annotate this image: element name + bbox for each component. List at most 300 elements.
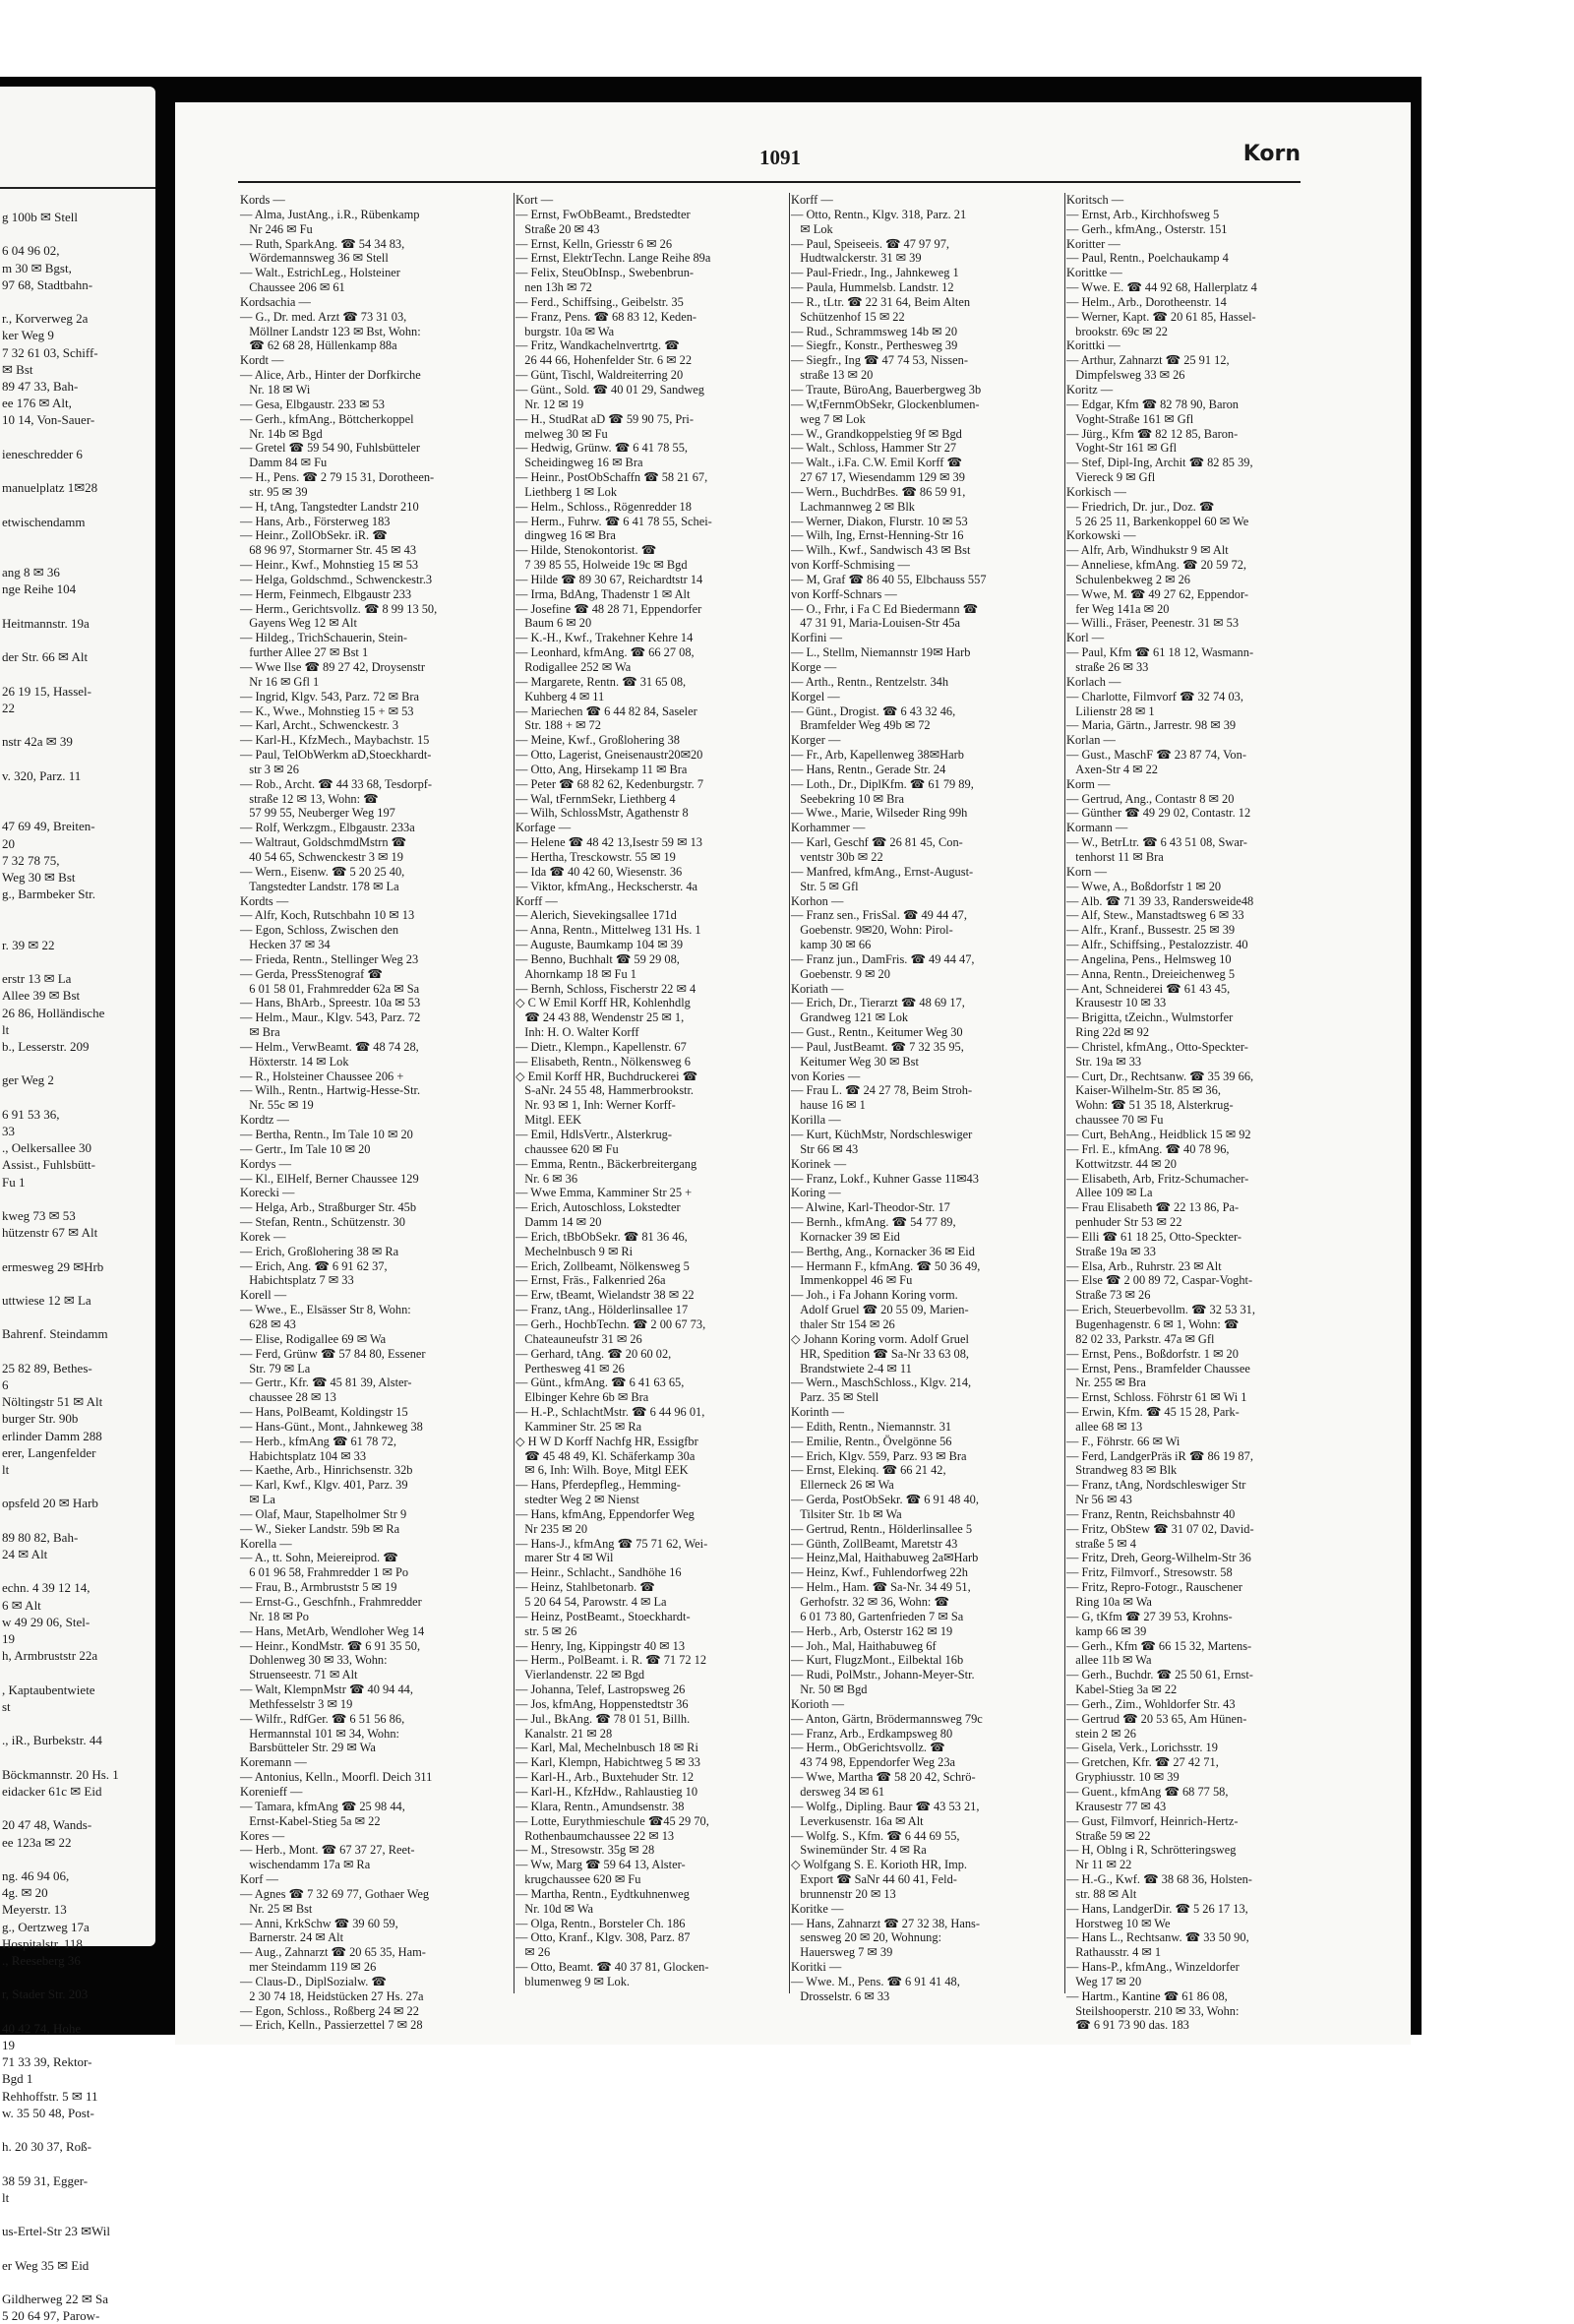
left-page-line: b., Lesserstr. 209 <box>2 1038 90 1054</box>
directory-line: — Wern., Eisenw. ☎ 5 20 25 40, <box>240 864 405 879</box>
directory-line: — Gerh., kfmAng., Böttcherkoppel <box>240 411 414 426</box>
directory-line: — Alfr, Arb, Windhukstr 9 ✉ Alt <box>1066 543 1229 558</box>
left-page-line: ieneschredder 6 <box>2 446 83 461</box>
directory-line: Chaussee 206 ✉ 61 <box>240 280 345 295</box>
directory-line: ◇ Johann Koring vorm. Adolf Gruel <box>791 1331 969 1346</box>
directory-line: — Hans, MetArb, Wendloher Weg 14 <box>240 1623 425 1638</box>
directory-line: — Paul-Friedr., Ing., Jahnkeweg 1 <box>791 266 959 280</box>
directory-line: — Hermann F., kfmAng. ☎ 50 36 49, <box>791 1258 981 1273</box>
directory-line: — M., Stresowstr. 35g ✉ 28 <box>515 1843 655 1858</box>
directory-line: str. 5 ✉ 26 <box>515 1623 577 1638</box>
directory-line: 40 54 65, Schwenckestr 3 ✉ 19 <box>240 849 403 864</box>
directory-line: Korecki — <box>240 1186 295 1200</box>
directory-line: — Herb., kfmAng ☎ 61 78 72, <box>240 1434 396 1448</box>
directory-line: Korenieff — <box>240 1784 303 1799</box>
left-page-line: 5 20 64 97, Parow- <box>2 2308 100 2324</box>
directory-line: — H, tAng, Tangstedter Landstr 210 <box>240 499 419 514</box>
directory-line: Straße 59 ✉ 22 <box>1066 1828 1151 1843</box>
directory-line: — Alfr, Koch, Rutschbahn 10 ✉ 13 <box>240 908 415 923</box>
directory-line: Korff — <box>791 193 833 207</box>
left-page-line: 38 59 31, Egger- <box>2 2172 89 2188</box>
directory-line: Koring — <box>791 1186 841 1200</box>
directory-line: Korge — <box>791 660 837 674</box>
directory-line: hause 16 ✉ 1 <box>791 1098 866 1113</box>
left-page-line <box>0 1191 119 1207</box>
directory-line: — Alf, Stew., Manstadtsweg 6 ✉ 33 <box>1066 908 1244 923</box>
directory-line: 68 96 97, Stormarner Str. 45 ✉ 43 <box>240 543 417 558</box>
directory-line: — Jos, kfmAng, Hoppenstedtstr 36 <box>515 1696 689 1711</box>
directory-line: — Alice, Arb., Hinter der Dorfkirche <box>240 368 421 383</box>
directory-line: Strandweg 83 ✉ Blk <box>1066 1463 1178 1478</box>
directory-line: — Günt., Drogist. ☎ 6 43 32 46, <box>791 703 956 718</box>
directory-line: — Rob., Archt. ☎ 44 33 68, Tesdorpf- <box>240 776 433 791</box>
directory-line: — Lotte, Eurythmieschule ☎45 29 70, <box>515 1813 709 1828</box>
directory-line: — Alerich, Sievekingsallee 171d <box>515 908 677 923</box>
directory-line: Nr. 10d ✉ Wa <box>515 1901 594 1916</box>
directory-line: — Gerhard, tAng. ☎ 20 60 02, <box>515 1346 672 1361</box>
directory-line: — Ww, Marg ☎ 59 64 13, Alster- <box>515 1858 686 1872</box>
directory-line: — L., Stellm, Niemannstr 19✉ Harb <box>791 645 971 660</box>
directory-line: — Karl, Archt., Schwenckestr. 3 <box>240 718 399 733</box>
left-page-line: 25 82 89, Bethes- <box>2 1360 92 1376</box>
directory-line: — Dietr., Klempn., Kapellenstr. 67 <box>515 1039 687 1054</box>
directory-line: — Karl, Mal, Mechelnbusch 18 ✉ Ri <box>515 1741 698 1755</box>
directory-line: Korfini — <box>791 631 842 645</box>
left-page-line <box>0 665 119 682</box>
directory-page <box>175 102 1411 2045</box>
left-page-line: kweg 73 ✉ 53 <box>2 1207 76 1223</box>
directory-line: Nr. 18 ✉ Wi <box>240 382 311 397</box>
directory-line: dingweg 16 ✉ Bra <box>515 528 616 543</box>
directory-line: — Ernst-G., Geschfnh., Frahmredder <box>240 1595 422 1609</box>
left-page-line: erer, Langenfelder <box>2 1444 96 1460</box>
directory-line: Kores — <box>240 1828 285 1843</box>
directory-line: — Siegfr., Ing ☎ 47 74 53, Nissen- <box>791 353 968 368</box>
left-page-line: eidacker 61c ✉ Eid <box>2 1783 102 1799</box>
directory-line: — Ferd, Grünw ☎ 57 84 80, Essener <box>240 1346 426 1361</box>
directory-line: Korger — <box>791 733 841 748</box>
left-page-line: st <box>2 1698 11 1714</box>
directory-line: — Helm., Ham. ☎ Sa-Nr. 34 49 51, <box>791 1580 971 1595</box>
directory-line: Kornacker 39 ✉ Eid <box>791 1229 900 1244</box>
directory-line: — Helga, Arb., Straßburger Str. 45b <box>240 1200 417 1215</box>
directory-line: Rothenbaumchaussee 22 ✉ 13 <box>515 1828 675 1843</box>
directory-line: — Wilh., Kwf., Sandwisch 43 ✉ Bst <box>791 543 971 558</box>
directory-line: Schützenhof 15 ✉ 22 <box>791 309 905 324</box>
left-page-line: Rehhoffstr. 5 ✉ 11 <box>2 2088 98 2104</box>
directory-line: — Heinz, Stahlbetonarb. ☎ <box>515 1580 655 1595</box>
directory-line: — Emma, Rentn., Bäckerbreitergang <box>515 1156 697 1171</box>
left-page-line <box>0 784 119 801</box>
directory-line: — Kurt, FlugzMont., Eilbektal 16b <box>791 1653 964 1668</box>
directory-line: Korhon — <box>791 893 844 908</box>
directory-line: — Ernst, ElektrTechn. Lange Reihe 89a <box>515 251 711 266</box>
left-page-line: 7 32 78 75, <box>2 852 60 868</box>
left-page-line: 89 47 33, Bah- <box>2 379 79 395</box>
directory-line: Bugenhagenstr. 6 ✉ 1, Wohn: ☎ <box>1066 1316 1240 1331</box>
directory-line: — Erich, Ang. ☎ 6 91 62 37, <box>240 1258 388 1273</box>
directory-line: ☎ 45 48 49, Kl. Schäferkamp 30a <box>515 1448 696 1463</box>
left-page-line: Gildherweg 22 ✉ Sa <box>2 2291 109 2306</box>
directory-line: Kabel-Stieg 3a ✉ 22 <box>1066 1682 1178 1697</box>
directory-line: — Antonius, Kelln., Moorfl. Deich 311 <box>240 1770 433 1785</box>
directory-line: Immenkoppel 46 ✉ Fu <box>791 1273 913 1288</box>
directory-line: — Paul, Speiseeis. ☎ 47 97 97, <box>791 236 950 251</box>
left-page-line: 24 ✉ Alt <box>2 1547 48 1562</box>
directory-line: — W,tFernmObSekr, Glockenblumen- <box>791 397 980 411</box>
left-page-line: Bgd 1 <box>2 2071 33 2087</box>
left-page-header-rule <box>0 187 155 189</box>
directory-line: — Gerh., Zim., Wohldorfer Str. 43 <box>1066 1696 1236 1711</box>
left-page-line: 47 69 49, Breiten- <box>2 819 95 834</box>
directory-line: — Aug., Zahnarzt ☎ 20 65 35, Ham- <box>240 1945 426 1960</box>
left-page-line <box>0 953 119 970</box>
directory-line: Schulenbekweg 2 ✉ 26 <box>1066 572 1191 586</box>
directory-line: — Herm, Feinmech, Elbgaustr 233 <box>240 586 412 601</box>
directory-line: Nr. 255 ✉ Bra <box>1066 1376 1146 1390</box>
left-page-line: hützenstr 67 ✉ Alt <box>2 1225 98 1241</box>
directory-line: — Berthg, Ang., Kornacker 36 ✉ Eid <box>791 1244 975 1258</box>
directory-line: — Viktor, kfmAng., Heckscherstr. 4a <box>515 879 698 893</box>
directory-line: — Elise, Rodigallee 69 ✉ Wa <box>240 1331 387 1346</box>
directory-line: 43 74 98, Eppendorfer Weg 23a <box>791 1755 956 1770</box>
left-page-line <box>0 1715 119 1732</box>
directory-line: — Traute, BüroAng, Bauerbergweg 3b <box>791 382 982 397</box>
left-page-line <box>0 1055 119 1071</box>
directory-line: — Erich, Dr., Tierarzt ☎ 48 69 17, <box>791 996 965 1010</box>
directory-line: — Gertrud, Ang., Contastr 8 ✉ 20 <box>1066 791 1235 806</box>
directory-line: ☎ 6 91 73 90 das. 183 <box>1066 2018 1189 2033</box>
left-page-line: 26 86, Holländische <box>2 1005 105 1020</box>
directory-line: ventstr 30b ✉ 22 <box>791 849 883 864</box>
directory-line: Allee 109 ✉ La <box>1066 1186 1153 1200</box>
left-page-line: 6 91 53 36, <box>2 1106 60 1122</box>
directory-line: Korioth — <box>791 1696 845 1711</box>
directory-line: Korittke — <box>1066 266 1122 280</box>
directory-line: — Bernh, Schloss, Fischerstr 22 ✉ 4 <box>515 981 696 996</box>
directory-line: ◇ Emil Korff HR, Buchdruckerei ☎ <box>515 1069 698 1083</box>
directory-line: — Karl-H., KfzMech., Maybachstr. 15 <box>240 733 430 748</box>
directory-line: 628 ✉ 43 <box>240 1316 296 1331</box>
directory-line: str. 88 ✉ Alt <box>1066 1886 1137 1901</box>
directory-line: Wohn: ☎ 51 35 18, Alsterkrug- <box>1066 1098 1234 1113</box>
directory-line: — Ingrid, Klgv. 543, Parz. 72 ✉ Bra <box>240 689 419 703</box>
directory-line: Straße 19a ✉ 33 <box>1066 1244 1156 1258</box>
column-1 <box>240 193 514 2033</box>
directory-line: Korfage — <box>515 821 572 835</box>
directory-line: 5 26 25 11, Barkenkoppel 60 ✉ We <box>1066 514 1249 528</box>
directory-line: — Brigitta, tZeichn., Wulmstorfer <box>1066 1010 1234 1025</box>
directory-line: — Irma, BdAng, Thadenstr 1 ✉ Alt <box>515 586 691 601</box>
left-page-line <box>0 462 119 479</box>
directory-line: — Wilh, SchlossMstr, Agathenstr 8 <box>515 806 689 821</box>
directory-line: — Fritz, Repro-Fotogr., Rauschener <box>1066 1580 1242 1595</box>
left-page-line: echn. 4 39 12 14, <box>2 1580 91 1596</box>
directory-line: kamp 66 ✉ 39 <box>1066 1623 1147 1638</box>
directory-line: Rodigallee 252 ✉ Wa <box>515 660 632 674</box>
directory-line: — Jul., BkAng. ☎ 78 01 51, Billh. <box>515 1711 691 1726</box>
directory-line: — Alb. ☎ 71 39 33, Randersweide48 <box>1066 893 1254 908</box>
directory-line: — F., Föhrstr. 66 ✉ Wi <box>1066 1434 1180 1448</box>
directory-line: — Curt, BehAng., Heidblick 15 ✉ 92 <box>1066 1128 1251 1141</box>
left-page-line: g., Barmbeker Str. <box>2 887 95 902</box>
left-page-line: ✉ Bst <box>2 361 33 377</box>
directory-line: Krausestr 10 ✉ 33 <box>1066 996 1167 1010</box>
directory-line: — Hedwig, Grünw. ☎ 6 41 78 55, <box>515 441 689 456</box>
directory-line: Voght-Straße 161 ✉ Gfl <box>1066 411 1194 426</box>
left-page-line <box>0 1512 119 1529</box>
directory-line: — Gerh., HochbTechn. ☎ 2 00 67 73, <box>515 1316 706 1331</box>
directory-line: — Hilde ☎ 89 30 67, Reichardtstr 14 <box>515 572 703 586</box>
directory-line: HR, Spedition ☎ Sa-Nr 33 63 08, <box>791 1346 969 1361</box>
directory-line: — Fritz, Wandkachelnvertrtg. ☎ <box>515 338 680 353</box>
directory-line: — Otto, Rentn., Klgv. 318, Parz. 21 <box>791 207 967 221</box>
directory-line: Baum 6 ✉ 20 <box>515 616 592 631</box>
directory-line: tenhorst 11 ✉ Bra <box>1066 849 1164 864</box>
directory-line: Korn — <box>1066 864 1107 879</box>
directory-line: Goebenstr. 9✉20, Wohn: Pirol- <box>791 923 953 938</box>
directory-line: — A., tt. Sohn, Meiereiprod. ☎ <box>240 1551 398 1565</box>
left-page-line: r. 39 ✉ 22 <box>2 937 55 952</box>
directory-line: — Stefan, Rentn., Schützenstr. 30 <box>240 1215 405 1230</box>
directory-line: — Anna, Rentn., Dreieichenweg 5 <box>1066 966 1236 981</box>
directory-line: — Günt, Tischl, Waldreiterring 20 <box>515 368 684 383</box>
directory-line: ✉ 26 <box>515 1945 551 1960</box>
left-page-line: Böckmannstr. 20 Hs. 1 <box>2 1766 119 1782</box>
directory-line: — Ernst, Schloss. Föhrstr 61 ✉ Wi 1 <box>1066 1390 1247 1405</box>
directory-line: burgstr. 10a ✉ Wa <box>515 324 615 338</box>
directory-line: 7 39 85 55, Holweide 19c ✉ Bgd <box>515 558 688 573</box>
directory-line: Korell — <box>240 1288 287 1303</box>
directory-line: — Herm., Fuhrw. ☎ 6 41 78 55, Schei- <box>515 514 712 528</box>
directory-line: — Hans, Arb., Försterweg 183 <box>240 514 391 528</box>
directory-line: Liethberg 1 ✉ Lok <box>515 484 618 499</box>
directory-line: — Erich, Kelln., Passierzettel 7 ✉ 28 <box>240 2018 423 2033</box>
directory-line: — Johanna, Telef, Lastropsweg 26 <box>515 1682 686 1697</box>
directory-line: — H, Oblng i R, Schrötteringsweg <box>1066 1843 1237 1858</box>
left-page-line: ee 176 ✉ Alt, <box>2 396 72 411</box>
directory-line: — Hans, PolBeamt, Koldingstr 15 <box>240 1405 408 1420</box>
directory-line: Höxterstr. 14 ✉ Lok <box>240 1054 349 1069</box>
directory-line: — Franz, Rentn, Reichsbahnstr 40 <box>1066 1506 1236 1521</box>
directory-line: — Stef, Dipl-Ing, Archit ☎ 82 85 39, <box>1066 456 1253 470</box>
directory-line: — Gesa, Elbgaustr. 233 ✉ 53 <box>240 397 386 411</box>
directory-line: Swinemünder Str. 4 ✉ Ra <box>791 1843 927 1858</box>
left-page-line: g., Oertzweg 17a <box>2 1919 90 1934</box>
directory-line: — Franz sen., FrisSal. ☎ 49 44 47, <box>791 908 967 923</box>
directory-line: Korff — <box>515 893 558 908</box>
directory-line: von Korff-Schnars — <box>791 586 897 601</box>
directory-line: S-aNr. 24 55 48, Hammerbrookstr. <box>515 1083 695 1098</box>
directory-line: — Christel, kfmAng., Otto-Speckter- <box>1066 1039 1248 1054</box>
directory-line: fer Weg 141a ✉ 20 <box>1066 601 1170 616</box>
left-page-line: Assist., Fuhlsbütt- <box>2 1157 95 1173</box>
directory-line: Kormann — <box>1066 821 1128 835</box>
directory-line: Korm — <box>1066 776 1111 791</box>
directory-line: — Heinr., Schlacht., Sandhöhe 16 <box>515 1565 682 1580</box>
left-page-line: 10 14, Von-Sauer- <box>2 412 95 428</box>
directory-line: Krausestr 77 ✉ 43 <box>1066 1799 1167 1813</box>
directory-line: further Allee 27 ✉ Bst 1 <box>240 645 369 660</box>
left-page-line: w. 35 50 48, Post- <box>2 2105 94 2120</box>
directory-line: — Otto, Beamt. ☎ 40 37 81, Glocken- <box>515 1960 709 1975</box>
directory-line: — Olga, Rentn., Borsteler Ch. 186 <box>515 1916 686 1930</box>
directory-line: — Franz, Arb., Erdkampsweg 80 <box>791 1726 953 1741</box>
directory-line: — K., Wwe., Mohnstieg 15 + ✉ 53 <box>240 703 414 718</box>
directory-line: kamp 30 ✉ 66 <box>791 938 872 952</box>
left-page-line: Fu 1 <box>2 1174 26 1190</box>
directory-line: Nr. 55c ✉ 19 <box>240 1098 314 1113</box>
directory-line: — Hans, kfmAng, Eppendorfer Weg <box>515 1506 695 1521</box>
left-page-line <box>0 1241 119 1257</box>
directory-line: — Günther ☎ 49 29 02, Contastr. 12 <box>1066 806 1251 821</box>
directory-line: — Walt, KlempnMstr ☎ 40 94 44, <box>240 1682 413 1697</box>
directory-line: — W., Sieker Landstr. 59b ✉ Ra <box>240 1521 400 1536</box>
directory-line: Korlach — <box>1066 674 1121 689</box>
directory-line: — R., tLtr. ☎ 22 31 64, Beim Alten <box>791 294 971 309</box>
directory-line: — Otto, Ang, Hirsekamp 11 ✉ Bra <box>515 762 688 776</box>
directory-line: — Franz, Pens. ☎ 68 83 12, Keden- <box>515 309 697 324</box>
directory-line: Goebenstr. 9 ✉ 20 <box>791 966 890 981</box>
directory-line: — Josefine ☎ 48 28 71, Eppendorfer <box>515 601 702 616</box>
directory-line: — Alfr., Schiffsing., Pestalozzistr. 40 <box>1066 938 1248 952</box>
directory-line: Weg 17 ✉ 20 <box>1066 1974 1142 1988</box>
directory-line: — Rud., Schrammsweg 14b ✉ 20 <box>791 324 958 338</box>
directory-line: — Emilie, Rentn., Övelgönne 56 <box>791 1434 952 1448</box>
directory-line: — Wern., MaschSchloss., Klgv. 214, <box>791 1376 972 1390</box>
directory-line: Dohlenweg 30 ✉ 33, Wohn: <box>240 1653 388 1668</box>
directory-line: Tangstedter Landstr. 178 ✉ La <box>240 879 399 893</box>
directory-line: Drosselstr. 6 ✉ 33 <box>791 1988 890 2003</box>
directory-line: stein 2 ✉ 26 <box>1066 1726 1136 1741</box>
directory-line: Koritz — <box>1066 382 1114 397</box>
left-page-line: Meyerstr. 13 <box>2 1902 67 1918</box>
directory-line: Straße 73 ✉ 26 <box>1066 1288 1151 1303</box>
directory-line: Nr. 18 ✉ Po <box>240 1609 309 1623</box>
directory-line: — Franz, tAng, Nordschleswiger Str <box>1066 1478 1246 1493</box>
directory-line: Korl — <box>1066 631 1105 645</box>
directory-line: Gerhofstr. 32 ✉ 36, Wohn: ☎ <box>791 1595 949 1609</box>
left-page-line: 4g. ✉ 20 <box>2 1885 48 1901</box>
directory-line: Korlan — <box>1066 733 1116 748</box>
directory-line: — Helm., Schloss., Rögenredder 18 <box>515 499 692 514</box>
directory-line: chaussee 620 ✉ Fu <box>515 1141 619 1156</box>
directory-line: — Helm., VerwBeamt. ☎ 48 74 28, <box>240 1039 419 1054</box>
left-page-line <box>0 2239 119 2256</box>
directory-line: — Helene ☎ 48 42 13,Isestr 59 ✉ 13 <box>515 835 702 850</box>
directory-line: — Gust, Filmvorf, Heinrich-Hertz- <box>1066 1813 1239 1828</box>
left-page-line <box>0 2206 119 2223</box>
directory-line: Str. 188 + ✉ 72 <box>515 718 601 733</box>
directory-line: Steilshooperstr. 210 ✉ 33, Wohn: <box>1066 2003 1240 2018</box>
directory-line: — Claus-D., DiplSozialw. ☎ <box>240 1974 387 1988</box>
directory-line: — Waltraut, GoldschmdMstrn ☎ <box>240 835 407 850</box>
directory-line: — Werner, Kapt. ☎ 20 61 85, Hassel- <box>1066 309 1256 324</box>
left-page-line: lt <box>2 2189 10 2205</box>
left-page-line: nstr 42a ✉ 39 <box>2 734 73 750</box>
left-page-line: 22 <box>2 700 15 715</box>
left-page-line <box>0 225 119 242</box>
directory-line: straße 5 ✉ 4 <box>1066 1536 1136 1551</box>
directory-line: — Fritz, Dreh, Georg-Wilhelm-Str 36 <box>1066 1551 1251 1565</box>
directory-line: Koritsch — <box>1066 193 1124 207</box>
directory-line: — Wern., BuchdrBes. ☎ 86 59 91, <box>791 484 966 499</box>
directory-line: Koriath — <box>791 981 844 996</box>
directory-line: Keitumer Weg 30 ✉ Bst <box>791 1054 919 1069</box>
left-page-line: h. 20 30 37, Roß- <box>2 2139 91 2155</box>
left-page-line <box>0 496 119 513</box>
directory-line: Ring 22d ✉ 92 <box>1066 1025 1150 1040</box>
directory-line: Ahornkamp 18 ✉ Fu 1 <box>515 966 636 981</box>
directory-line: Lachmannweg 2 ✉ Blk <box>791 499 915 514</box>
column-4 <box>1066 193 1340 2033</box>
directory-line: Korf — <box>240 1872 278 1887</box>
directory-line: — Manfred, kfmAng., Ernst-August- <box>791 864 974 879</box>
directory-line: 26 44 66, Hohenfelder Str. 6 ✉ 22 <box>515 353 693 368</box>
directory-line: — W., BetrLtr. ☎ 6 43 51 08, Swar- <box>1066 835 1247 850</box>
directory-line: — Charlotte, Filmvorf ☎ 32 74 03, <box>1066 689 1243 703</box>
directory-line: Barsbütteler Str. 29 ✉ Wa <box>240 1741 376 1755</box>
directory-line: Korgel — <box>791 689 840 703</box>
directory-line: — Erwin, Kfm. ☎ 45 15 28, Park- <box>1066 1405 1240 1420</box>
directory-line: — Erich, Großlohering 38 ✉ Ra <box>240 1244 399 1258</box>
left-page-line: erstr 13 ✉ La <box>2 971 72 987</box>
directory-line: Adolf Gruel ☎ 20 55 09, Marien- <box>791 1303 969 1317</box>
directory-line: Hauersweg 7 ✉ 39 <box>791 1945 893 1960</box>
directory-line: — Paul, JustBeamt. ☎ 7 32 35 95, <box>791 1039 964 1054</box>
left-page-line: 26 19 15, Hassel- <box>2 683 91 699</box>
left-page-line <box>0 2274 119 2291</box>
left-page-line: er Weg 35 ✉ Eid <box>2 2257 90 2273</box>
left-page-line: 20 <box>2 835 15 851</box>
left-page-line: Hospitalstr. 118 <box>2 1935 83 1951</box>
directory-line: ☎ 62 68 28, Hüllenkamp 88a <box>240 338 397 353</box>
directory-line: — Jürg., Kfm ☎ 82 12 85, Baron- <box>1066 426 1239 441</box>
left-page-line: 6 ✉ Alt <box>2 1597 41 1613</box>
directory-line: — Günt., Sold. ☎ 40 01 29, Sandweg <box>515 382 705 397</box>
directory-line: — Elisabeth, Arb, Fritz-Schumacher- <box>1066 1171 1249 1186</box>
directory-line: — Wolfg., Dipling. Baur ☎ 43 53 21, <box>791 1799 980 1813</box>
directory-line: Ellerneck 26 ✉ Wa <box>791 1478 894 1493</box>
directory-line: Viereck 9 ✉ Gfl <box>1066 470 1156 485</box>
left-page-line: Bahrenf. Steindamm <box>2 1326 108 1342</box>
left-page-line: ng. 46 94 06, <box>2 1867 70 1883</box>
directory-line: Korkowski — <box>1066 528 1136 543</box>
directory-line: ✉ 6, Inh: Wilh. Boye, Mitgl EEK <box>515 1463 689 1478</box>
left-page-line: 6 04 96 02, <box>2 243 60 259</box>
directory-line: Elbinger Kehre 6b ✉ Bra <box>515 1390 649 1405</box>
left-page-line: 19 <box>2 2037 15 2052</box>
left-page-line: 6 <box>2 1377 9 1393</box>
left-page-line: 71 33 39, Rektor- <box>2 2054 92 2070</box>
directory-line: — Wolfg. S., Kfm. ☎ 6 44 69 55, <box>791 1828 960 1843</box>
left-page-line: ker Weg 9 <box>2 328 54 343</box>
directory-line: — Gertr., Kfr. ☎ 45 81 39, Alster- <box>240 1376 412 1390</box>
directory-line: — Paul, TelObWerkm aD,Stoeckhardt- <box>240 748 432 763</box>
directory-line: Kaiser-Wilhelm-Str. 85 ✉ 36, <box>1066 1083 1221 1098</box>
left-page-line <box>0 293 119 310</box>
directory-line: 6 01 73 80, Gartenfrieden 7 ✉ Sa <box>791 1609 964 1623</box>
directory-line: — Wilh, Ing, Ernst-Henning-Str 16 <box>791 528 964 543</box>
directory-line: — Karl, Kwf., Klgv. 401, Parz. 39 <box>240 1478 408 1493</box>
directory-line: — Helm., Arb., Dorotheenstr. 14 <box>1066 294 1227 309</box>
left-page-text <box>0 209 119 2324</box>
directory-line: — Elsa, Arb., Ruhrstr. 23 ✉ Alt <box>1066 1258 1222 1273</box>
directory-line: — Hans, BhArb., Spreestr. 10a ✉ 53 <box>240 996 421 1010</box>
directory-line: — Gisela, Verk., Lorichsstr. 19 <box>1066 1741 1218 1755</box>
directory-line: — K.-H., Kwf., Trakehner Kehre 14 <box>515 631 694 645</box>
directory-line: Chateauneufstr 31 ✉ 26 <box>515 1331 642 1346</box>
